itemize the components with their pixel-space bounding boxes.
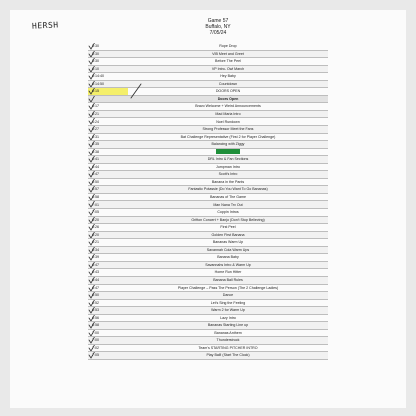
schedule-event: Bananas Starting Line up (128, 322, 328, 330)
schedule-time: 6:21 (88, 239, 128, 247)
schedule-event: Man Nana Trv Out (128, 201, 328, 209)
schedule-row (88, 103, 328, 111)
page-title: Game 57 (207, 18, 229, 24)
schedule-time: 7:00 (88, 337, 128, 345)
schedule-time: 6:52 (88, 299, 128, 307)
schedule-time: 6:39 (88, 254, 128, 262)
schedule-event: Banana Baby (128, 254, 328, 262)
schedule-row (88, 58, 328, 66)
schedule-row (88, 292, 328, 300)
handwritten-check-icon (88, 103, 96, 111)
handwritten-check-icon (88, 322, 96, 330)
handwritten-check-icon (88, 126, 96, 134)
schedule-row (88, 156, 328, 164)
schedule-event: Bananas of The Game (128, 193, 328, 201)
schedule-time (88, 95, 128, 103)
handwritten-check-icon (88, 352, 96, 360)
schedule-event: VIB Meet and Greet (128, 50, 328, 58)
handwritten-check-icon (88, 254, 96, 262)
schedule-event: Banana in the Pants (128, 178, 328, 186)
schedule-row (88, 276, 328, 284)
handwritten-check-icon (88, 329, 96, 337)
schedule-event: Play Ball! (Start The Clock) (128, 352, 328, 360)
schedule-event: Dance (128, 292, 328, 300)
schedule-event: Hey Baby (128, 73, 328, 81)
schedule-row (88, 344, 328, 352)
schedule-row (88, 307, 328, 315)
schedule-event: Jumpman Intro (128, 163, 328, 171)
schedule-row (88, 322, 328, 330)
schedule-row (88, 284, 328, 292)
schedule-event: Rope Drop (128, 43, 328, 50)
schedule-event: Bananas Anthem (128, 329, 328, 337)
handwritten-check-icon (88, 292, 96, 300)
schedule-event: Banana Ball Rules (128, 276, 328, 284)
schedule-row (88, 65, 328, 73)
schedule-event: Countdown (128, 80, 328, 88)
schedule-row (88, 193, 328, 201)
schedule-row (88, 73, 328, 81)
schedule-time: 6:50 (88, 178, 128, 186)
schedule-row (88, 80, 328, 88)
schedule-time: 7:02 (88, 344, 128, 352)
schedule-row (88, 110, 328, 118)
schedule-time: 5:30 (88, 43, 128, 50)
handwritten-check-icon (88, 231, 96, 239)
schedule-time: 5:30 (88, 58, 128, 66)
schedule-row (88, 171, 328, 179)
schedule-time: 6:44 (88, 163, 128, 171)
schedule-row (88, 337, 328, 345)
schedule-event: Doors Open (128, 95, 328, 103)
schedule-time: 6:44 (88, 276, 128, 284)
schedule-event: Fantastic Potassie (Do You Want To Go Bananas) (128, 186, 328, 194)
schedule-event: Balancing with Ziggy (128, 141, 328, 149)
handwritten-check-icon (88, 246, 96, 254)
schedule-time: 6:14:40 (88, 73, 128, 81)
handwritten-check-icon (88, 171, 96, 179)
schedule-time: 6:47 (88, 284, 128, 292)
schedule-event: Savannah Cola Warm Ups (128, 246, 328, 254)
handwritten-check-icon (88, 307, 96, 315)
green-highlight-chip (216, 149, 240, 154)
schedule-time: 6:58 (88, 322, 128, 330)
schedule-event: Savannahs Intro & Warm Up (128, 261, 328, 269)
handwritten-check-icon (88, 141, 96, 149)
schedule-event: Player Challenge – Pass The Person (The 2 Challenge Ladies) (128, 284, 328, 292)
schedule-row (88, 141, 328, 149)
handwritten-check-icon (88, 337, 96, 345)
schedule-row (88, 118, 328, 126)
handwritten-slash-mark (128, 82, 144, 100)
schedule-event: Mad Maria Intro (128, 110, 328, 118)
schedule-row (88, 299, 328, 307)
schedule-event: Bat Challenge Representative (First 2 for Player Challenge) (128, 133, 328, 141)
schedule-row (88, 95, 328, 103)
handwritten-check-icon (88, 58, 96, 66)
schedule-event: Home Run Hitter (128, 269, 328, 277)
schedule-row (88, 88, 328, 96)
schedule-time: 6:14:50 (88, 80, 128, 88)
handwritten-check-icon (88, 50, 96, 58)
schedule-row (88, 201, 328, 209)
schedule-event: Bananas Warm Up (128, 239, 328, 247)
schedule-event: DRL Intro & Fan Sections (128, 156, 328, 164)
handwritten-check-icon (88, 261, 96, 269)
schedule-event: VP Intro- Owl March (128, 65, 328, 73)
handwritten-check-icon (88, 239, 96, 247)
schedule-time: 6:31 (88, 133, 128, 141)
schedule-row (88, 163, 328, 171)
schedule-time: 6:38 (88, 148, 128, 156)
schedule-time: 6:57 (88, 186, 128, 194)
schedule-event: Golden First Banana (128, 231, 328, 239)
handwritten-check-icon (88, 65, 96, 73)
schedule-row (88, 352, 328, 360)
handwritten-check-icon (88, 88, 96, 96)
handwritten-check-icon (88, 148, 96, 156)
schedule-row (88, 186, 328, 194)
schedule-event: Coppin Intros (128, 209, 328, 217)
schedule-time: 6:20 (88, 216, 128, 224)
run-of-show-table (88, 43, 328, 360)
schedule-event: Warm 2 for Warm Up (128, 307, 328, 315)
handwritten-check-icon (88, 133, 96, 141)
schedule-row (88, 261, 328, 269)
handwritten-check-icon (88, 209, 96, 217)
schedule-time: 6:10 (88, 65, 128, 73)
handwritten-check-icon (88, 163, 96, 171)
schedule-event: Noel Rundown (128, 118, 328, 126)
handwritten-check-icon (88, 276, 96, 284)
document-sheet (10, 10, 406, 408)
handwritten-check-icon (88, 284, 96, 292)
schedule-time: 6:17 (88, 103, 128, 111)
schedule-row (88, 329, 328, 337)
schedule-row (88, 231, 328, 239)
schedule-row (88, 224, 328, 232)
schedule-time: 6:21 (88, 110, 128, 118)
schedule-row (88, 43, 328, 50)
schedule-time: 6:27 (88, 126, 128, 134)
schedule-time: 6:34 (88, 246, 128, 254)
schedule-time: 7:05 (88, 209, 128, 217)
handwritten-check-icon (88, 201, 96, 209)
schedule-time: 6:58 (88, 193, 128, 201)
schedule-row (88, 216, 328, 224)
schedule-event (128, 148, 328, 156)
schedule-event: DOORS OPEN (128, 88, 328, 96)
schedule-time: 6:15 (88, 88, 128, 96)
schedule-event: First Peel (128, 224, 328, 232)
schedule-event: Scott's Intro (128, 171, 328, 179)
schedule-time: 7:05 (88, 352, 128, 360)
schedule-time: 5:30 (88, 50, 128, 58)
schedule-time: 6:35 (88, 141, 128, 149)
handwritten-check-icon (88, 216, 96, 224)
schedule-time: 6:26 (88, 224, 128, 232)
schedule-row (88, 254, 328, 262)
page-location: Buffalo, NY (205, 24, 231, 30)
schedule-event: Let's Sing the Feeling (128, 299, 328, 307)
schedule-row (88, 209, 328, 217)
handwritten-check-icon (88, 80, 96, 88)
schedule-row (88, 148, 328, 156)
schedule-row (88, 269, 328, 277)
handwritten-check-icon (88, 118, 96, 126)
schedule-row (88, 239, 328, 247)
schedule-event: Bravo Welcome + Weird Announcements (128, 103, 328, 111)
handwritten-check-icon (88, 193, 96, 201)
schedule-row (88, 314, 328, 322)
schedule-time: 6:47 (88, 171, 128, 179)
handwritten-check-icon (88, 186, 96, 194)
handwritten-check-icon (88, 110, 96, 118)
schedule-event: Lazy Intro (128, 314, 328, 322)
handwritten-check-icon (88, 178, 96, 186)
schedule-time: 7:01 (88, 201, 128, 209)
handwritten-check-icon (88, 43, 96, 50)
schedule-event: Team's STARTING PITCHER INTRO (128, 344, 328, 352)
handwritten-check-icon (88, 269, 96, 277)
handwritten-check-icon (88, 344, 96, 352)
page-date: 7/05/24 (209, 30, 227, 36)
schedule-row (88, 133, 328, 141)
handwritten-check-icon (88, 156, 96, 164)
schedule-time: 6:47 (88, 261, 128, 269)
schedule-row (88, 50, 328, 58)
schedule-time: 6:56 (88, 314, 128, 322)
schedule-time: 6:50 (88, 292, 128, 300)
schedule-row (88, 178, 328, 186)
handwritten-corner-note: HERSH (31, 20, 59, 31)
schedule-event: Thunderstruck (128, 337, 328, 345)
schedule-event: Grifton Concert + Banjo (Don't Stop Believing) (128, 216, 328, 224)
handwritten-check-icon (88, 95, 96, 103)
schedule-row (88, 126, 328, 134)
schedule-event: Strong Professor Meet the Fans (128, 126, 328, 134)
schedule-row (88, 246, 328, 254)
schedule-event: Before The Peel (128, 58, 328, 66)
handwritten-check-icon (88, 224, 96, 232)
handwritten-check-icon (88, 299, 96, 307)
handwritten-check-icon (88, 314, 96, 322)
schedule-time: 6:43 (88, 269, 128, 277)
schedule-time: 6:41 (88, 156, 128, 164)
handwritten-check-icon (88, 73, 96, 81)
schedule-time: 6:20 (88, 231, 128, 239)
schedule-time: 6:53 (88, 307, 128, 315)
schedule-time: 6:24 (88, 118, 128, 126)
schedule-time: 7:00 (88, 329, 128, 337)
